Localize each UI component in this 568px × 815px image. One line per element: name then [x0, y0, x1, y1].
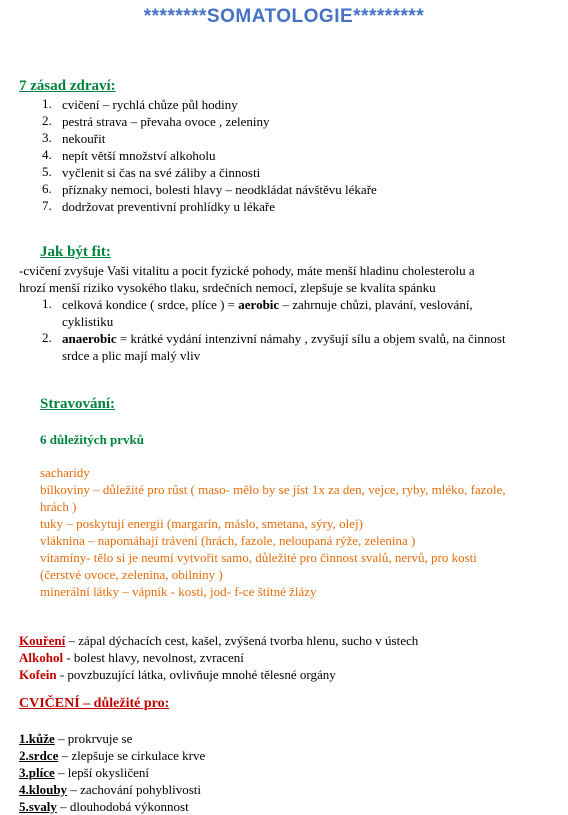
koureni-line: Kouření – zápal dýchacích cest, kašel, zvýšená tvorba hlenu, sucho v ústech — [19, 633, 419, 648]
fit-item-anaerobic: anaerobic = krátké vydání intenzivní námahy , zvyšují sílu a objem svalů, na činnost — [62, 331, 506, 346]
alkohol-label: Alkohol — [19, 650, 64, 665]
list-item: vyčlenit si čas na své záliby a činnosti — [62, 165, 261, 180]
fit-item-aerobic-cont: cyklistiku — [62, 314, 114, 329]
koureni-label: Kouření — [19, 633, 66, 648]
food-item-tuky: tuky – poskytují energii (margarín, máslo, smetana, sýry, olej) — [40, 516, 363, 531]
list-number: 1. — [42, 296, 52, 311]
aerobic-term: aerobic — [238, 297, 280, 312]
list-item: nekouřit — [62, 131, 106, 146]
list-item: nepít větší množství alkoholu — [62, 148, 216, 163]
list-number: 2. — [42, 330, 52, 345]
kofein-label: Kofein — [19, 667, 57, 682]
section-heading-cviceni: CVIČENÍ – důležité pro: — [19, 696, 170, 711]
list-number: 2. — [42, 113, 52, 128]
cviceni-item: 5.svaly – dlouhodobá výkonnost — [19, 799, 189, 814]
food-item-sacharidy: sacharidy — [40, 465, 90, 480]
food-item-bilkoviny: bílkoviny – důležité pro růst ( maso- mělo by se jíst 1x za den, vejce, ryby, mléko, fazole, — [40, 482, 506, 497]
list-item: příznaky nemoci, bolesti hlavy – neodkládat návštěvu lékaře — [62, 182, 377, 197]
list-number: 1. — [42, 96, 52, 111]
list-item: cvičení – rychlá chůze půl hodiny — [62, 97, 238, 112]
alkohol-line: Alkohol - bolest hlavy, nevolnost, zvracení — [19, 650, 244, 665]
section-heading-strava: Stravování: — [40, 396, 115, 412]
list-number: 5. — [42, 164, 52, 179]
food-item-vitaminy-cont: (čerstvé ovoce, zelenina, obilniny ) — [40, 567, 223, 582]
food-item-bilkoviny-cont: hrách ) — [40, 499, 77, 514]
list-number: 7. — [42, 198, 52, 213]
anaerobic-term: anaerobic — [62, 331, 117, 346]
cviceni-item: 4.klouby – zachování pohyblivosti — [19, 782, 202, 797]
fit-item-aerobic: celková kondice ( srdce, plíce ) = aerobic – zahrnuje chůzi, plavání, veslování, — [62, 297, 473, 312]
cviceni-item: 2.srdce – zlepšuje se cirkulace krve — [19, 748, 206, 763]
fit-intro-line: hrozí menší riziko vysokého tlaku, srdečních nemocí, zlepšuje se kvalita spánku — [19, 280, 436, 295]
page-title: ********SOMATOLOGIE********* — [143, 6, 425, 27]
list-number: 3. — [42, 130, 52, 145]
fit-intro-line: -cvičení zvyšuje Vaši vitalitu a pocit fyzické pohody, máte menší hladinu cholesterolu a — [19, 263, 475, 278]
list-number: 6. — [42, 181, 52, 196]
section-heading-fit: Jak být fit: — [40, 244, 111, 260]
food-item-vitaminy: vitamíny- tělo si je neumí vytvořit samo, důležité pro činnost svalů, nervů, pro kosti — [40, 550, 477, 565]
kofein-line: Kofein - povzbuzující látka, ovlivňuje mnohé tělesné orgány — [19, 667, 336, 682]
list-item: dodržovat preventivní prohlídky u lékaře — [62, 199, 275, 214]
food-item-vlaknina: vláknina – napomáhají trávení (hrách, fazole, neloupaná rýže, zelenina ) — [40, 533, 416, 548]
cviceni-item: 3.plíce – lepší okysličení — [19, 765, 149, 780]
cviceni-item: 1.kůže – prokrvuje se — [19, 731, 133, 746]
list-number: 4. — [42, 147, 52, 162]
list-item: pestrá strava – převaha ovoce , zeleniny — [62, 114, 270, 129]
section-heading-zasady: 7 zásad zdraví: — [19, 78, 116, 94]
food-item-mineralni-latky: minerální látky – vápník - kosti, jod- f-ce štítné žlázy — [40, 584, 317, 599]
strava-subheading: 6 důležitých prvků — [40, 432, 145, 447]
fit-item-anaerobic-cont: srdce a plic mají malý vliv — [62, 348, 201, 363]
